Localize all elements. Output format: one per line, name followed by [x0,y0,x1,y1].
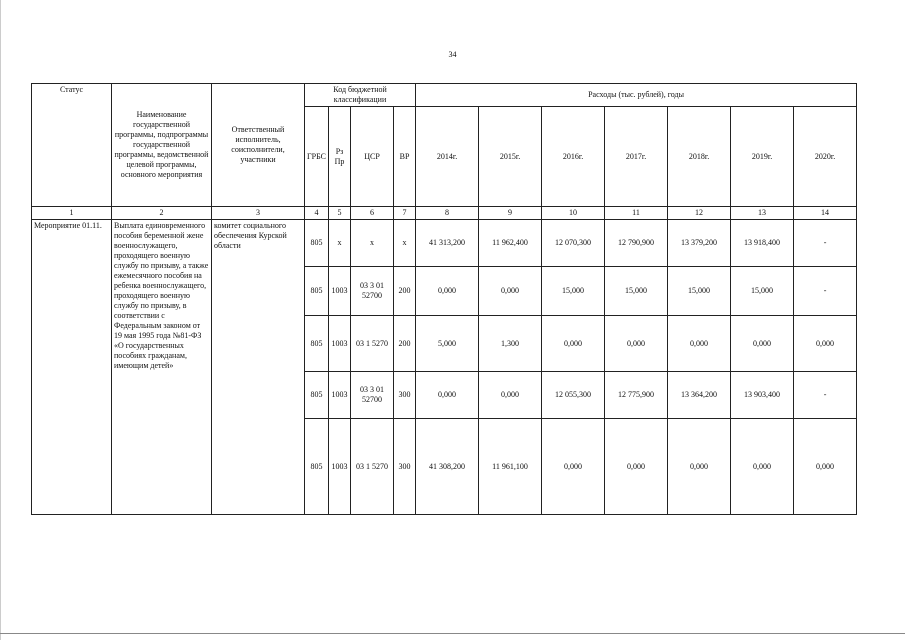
value-cell: 0,000 [731,316,794,372]
header-name: Наименование государственной программы, подпрограммы государственной программы, ведомственной целевой программы, основного мероприятия [112,84,212,207]
value-cell: 0,000 [794,419,857,515]
column-index: 9 [479,207,542,220]
budget-table [31,83,857,515]
csr-cell: 03 1 5270 [351,419,394,515]
csr-cell: 03 3 01 52700 [351,267,394,316]
column-index: 10 [542,207,605,220]
value-cell: 0,000 [479,372,542,419]
value-cell: - [794,372,857,419]
value-cell: 0,000 [605,316,668,372]
value-cell: 15,000 [542,267,605,316]
value-cell: 0,000 [794,316,857,372]
header-year-2016: 2016г. [542,107,605,207]
value-cell: 0,000 [668,316,731,372]
vr-cell: 200 [394,267,416,316]
header-year-2014: 2014г. [416,107,479,207]
value-cell: 11 962,400 [479,220,542,267]
header-expenses: Расходы (тыс. рублей), годы [416,84,857,107]
header-year-2017: 2017г. [605,107,668,207]
value-cell: - [794,220,857,267]
column-index: 8 [416,207,479,220]
header-rzpr: Рз Пр [329,107,351,207]
responsible-cell: комитет социального обеспечения Курской области [212,220,305,515]
value-cell: 15,000 [605,267,668,316]
value-cell: 0,000 [479,267,542,316]
value-cell: 0,000 [542,419,605,515]
header-year-2015: 2015г. [479,107,542,207]
scan-edge [0,0,1,640]
column-index: 7 [394,207,416,220]
header-csr: ЦСР [351,107,394,207]
value-cell: 15,000 [668,267,731,316]
table-row [32,220,857,267]
column-index: 12 [668,207,731,220]
csr-cell: 03 1 5270 [351,316,394,372]
grbs-cell: 805 [305,267,329,316]
csr-cell: х [351,220,394,267]
grbs-cell: 805 [305,316,329,372]
value-cell: - [794,267,857,316]
measure-name-cell: Выплата единовременного пособия беременной жене военнослужащего, проходящего военную службу по призыву, а также ежемесячного пособия на ребенка военнослужащего, проходящего военную службу по призыву, в соответствии с Федеральным законом от 19 мая 1995 года №81-ФЗ «О государственных пособиях гражданам, имеющим детей» [112,220,212,515]
header-year-2020: 2020г. [794,107,857,207]
column-index: 5 [329,207,351,220]
value-cell: 5,000 [416,316,479,372]
value-cell: 1,300 [479,316,542,372]
header-year-2019: 2019г. [731,107,794,207]
column-index: 1 [32,207,112,220]
value-cell: 0,000 [416,372,479,419]
value-cell: 12 055,300 [542,372,605,419]
rzpr-cell: 1003 [329,267,351,316]
column-index: 11 [605,207,668,220]
value-cell: 13 903,400 [731,372,794,419]
rzpr-cell: 1003 [329,316,351,372]
vr-cell: х [394,220,416,267]
grbs-cell: 805 [305,220,329,267]
column-index: 13 [731,207,794,220]
value-cell: 0,000 [542,316,605,372]
column-index: 14 [794,207,857,220]
value-cell: 13 918,400 [731,220,794,267]
value-cell: 13 379,200 [668,220,731,267]
rzpr-cell: 1003 [329,372,351,419]
value-cell: 12 775,900 [605,372,668,419]
rzpr-cell: х [329,220,351,267]
value-cell: 12 070,300 [542,220,605,267]
value-cell: 13 364,200 [668,372,731,419]
status-cell: Мероприятие 01.11. [32,220,112,515]
grbs-cell: 805 [305,419,329,515]
header-grbs: ГРБС [305,107,329,207]
header-year-2018: 2018г. [668,107,731,207]
vr-cell: 300 [394,419,416,515]
rzpr-cell: 1003 [329,419,351,515]
grbs-cell: 805 [305,372,329,419]
value-cell: 12 790,900 [605,220,668,267]
column-index: 4 [305,207,329,220]
vr-cell: 200 [394,316,416,372]
value-cell: 0,000 [731,419,794,515]
value-cell: 0,000 [668,419,731,515]
scan-bottom-line [0,633,905,634]
column-index-row [32,207,857,220]
column-index: 3 [212,207,305,220]
header-budget-code: Код бюджетной классификации [305,84,416,107]
column-index: 6 [351,207,394,220]
header-status: Статус [32,84,112,207]
value-cell: 15,000 [731,267,794,316]
value-cell: 41 308,200 [416,419,479,515]
page-number: 34 [448,50,457,59]
value-cell: 0,000 [605,419,668,515]
value-cell: 41 313,200 [416,220,479,267]
csr-cell: 03 3 01 52700 [351,372,394,419]
value-cell: 11 961,100 [479,419,542,515]
column-index: 2 [112,207,212,220]
header-vr: ВР [394,107,416,207]
vr-cell: 300 [394,372,416,419]
value-cell: 0,000 [416,267,479,316]
header-responsible: Ответственный исполнитель, соисполнители, участники [212,84,305,207]
